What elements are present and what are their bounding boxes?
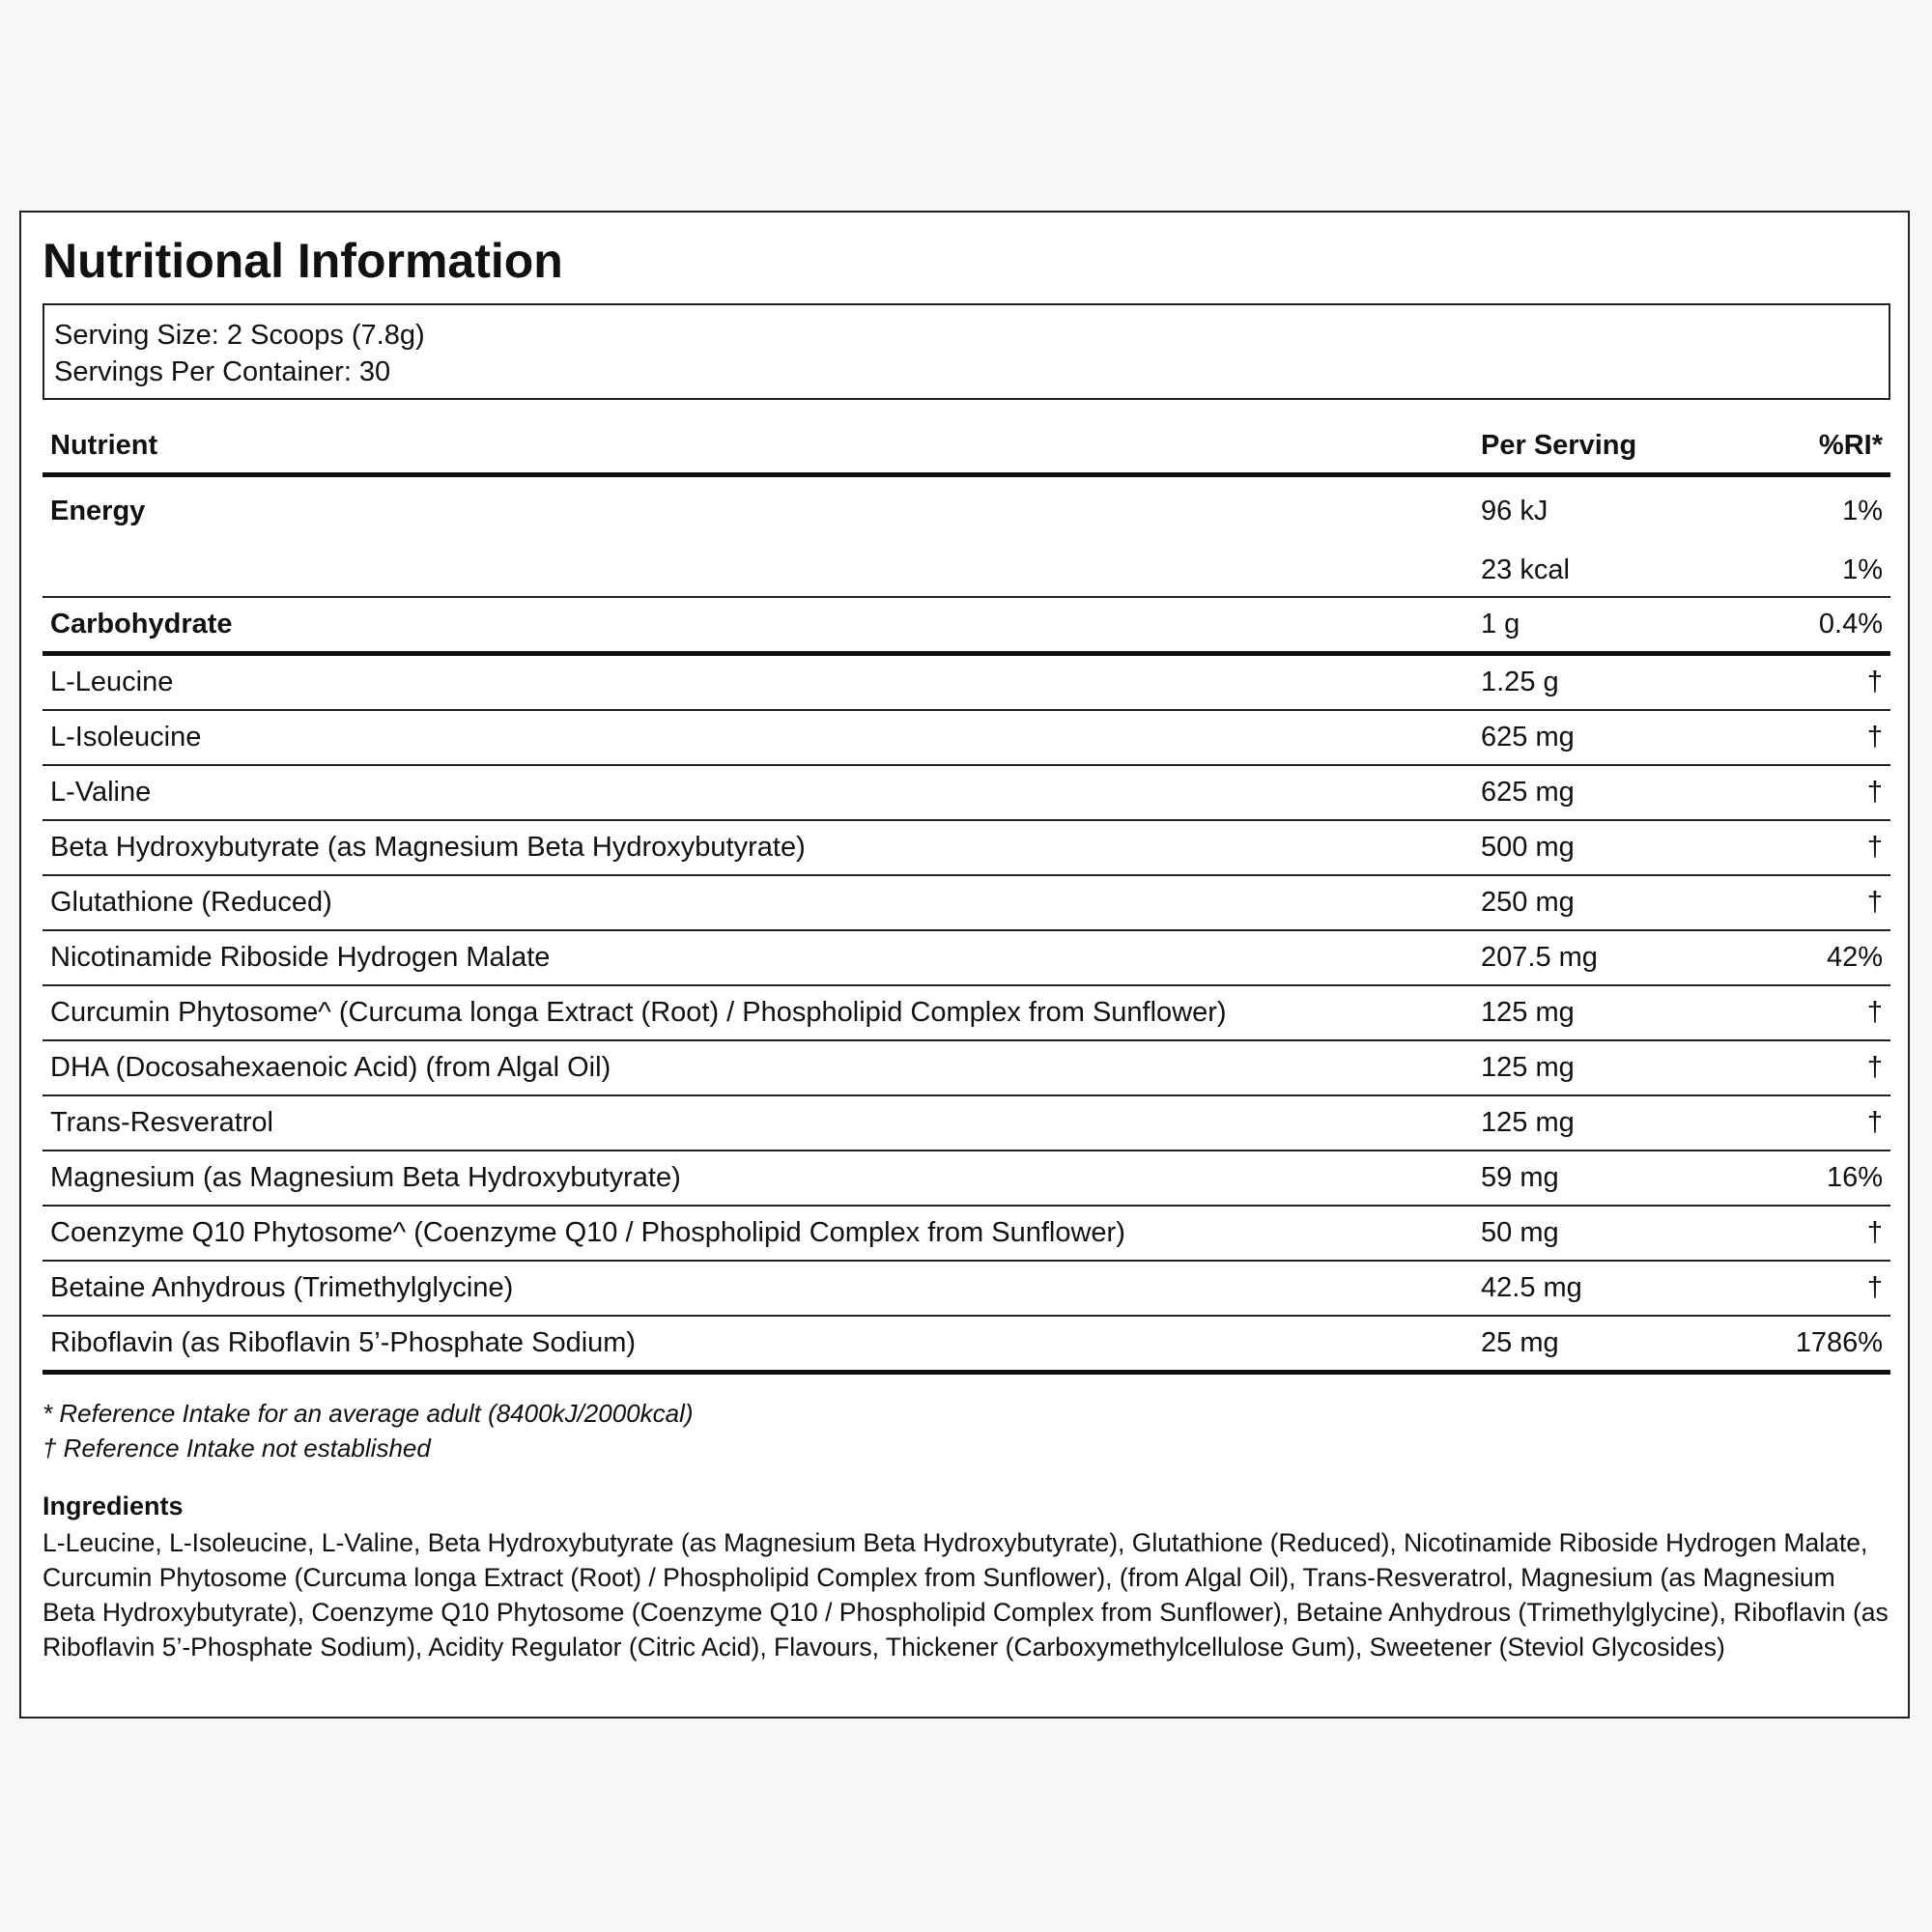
energy-label: Energy xyxy=(50,495,146,526)
nutrient-ri: 1786% xyxy=(1730,1316,1890,1373)
energy-row-kj xyxy=(43,475,1890,546)
header-nutrient: Nutrient xyxy=(43,419,1473,475)
header-ri: %RI* xyxy=(1730,419,1890,475)
footnote-reference-intake: * Reference Intake for an average adult (8400kJ/2000kcal) xyxy=(43,1399,694,1428)
nutrition-panel xyxy=(19,211,1910,1719)
nutrient-amount: 250 mg xyxy=(1473,875,1730,930)
nutrient-ri: † xyxy=(1730,1095,1890,1151)
nutrient-amount: 125 mg xyxy=(1473,1040,1730,1095)
energy-kcal-ri: 1% xyxy=(1730,545,1890,597)
nutrient-amount: 625 mg xyxy=(1473,710,1730,765)
footnote-not-established: † Reference Intake not established xyxy=(43,1434,431,1463)
table-row xyxy=(43,1316,1890,1373)
nutrient-amount: 125 mg xyxy=(1473,985,1730,1040)
table-row xyxy=(43,1095,1890,1151)
nutrient-name: Trans-Resveratrol xyxy=(43,1095,1473,1151)
energy-kcal: 23 kcal xyxy=(1473,545,1730,597)
energy-kj: 96 kJ xyxy=(1481,495,1548,526)
nutrient-name: L-Isoleucine xyxy=(43,710,1473,765)
nutrient-ri: † xyxy=(1730,654,1890,711)
nutrient-amount: 59 mg xyxy=(1473,1151,1730,1206)
nutrient-ri: † xyxy=(1730,875,1890,930)
table-row xyxy=(43,1261,1890,1316)
nutrient-name: Nicotinamide Riboside Hydrogen Malate xyxy=(43,930,1473,985)
nutrient-amount: 207.5 mg xyxy=(1473,930,1730,985)
nutrient-ri: † xyxy=(1730,765,1890,820)
nutrient-amount: 1.25 g xyxy=(1473,654,1730,711)
energy-kj-ri: 1% xyxy=(1842,495,1883,526)
nutrient-ri: 16% xyxy=(1730,1151,1890,1206)
nutrient-amount: 625 mg xyxy=(1473,765,1730,820)
serving-info-box xyxy=(43,303,1890,400)
nutrient-ri: † xyxy=(1730,710,1890,765)
energy-empty-cell xyxy=(43,545,1473,597)
energy-row-kcal xyxy=(43,545,1890,597)
nutrient-amount: 42.5 mg xyxy=(1473,1261,1730,1316)
nutrient-name: Beta Hydroxybutyrate (as Magnesium Beta Hydroxybutyrate) xyxy=(43,820,1473,875)
nutrient-amount: 125 mg xyxy=(1473,1095,1730,1151)
table-row xyxy=(43,985,1890,1040)
nutrient-ri: † xyxy=(1730,985,1890,1040)
nutrient-name: Magnesium (as Magnesium Beta Hydroxybutyrate) xyxy=(43,1151,1473,1206)
table-row xyxy=(43,820,1890,875)
nutrient-ri: † xyxy=(1730,1206,1890,1261)
nutrition-panel-content xyxy=(43,232,1890,1664)
nutrient-ri: † xyxy=(1730,820,1890,875)
nutrient-name: L-Valine xyxy=(43,765,1473,820)
footnotes xyxy=(43,1396,1890,1465)
nutrient-name: Riboflavin (as Riboflavin 5’-Phosphate Sodium) xyxy=(43,1316,1473,1373)
carbohydrate-row xyxy=(43,597,1890,654)
servings-per-container: Servings Per Container: 30 xyxy=(54,356,391,387)
table-row xyxy=(43,930,1890,985)
table-row xyxy=(43,1151,1890,1206)
table-row xyxy=(43,654,1890,711)
nutrient-amount: 25 mg xyxy=(1473,1316,1730,1373)
nutrient-name: DHA (Docosahexaenoic Acid) (from Algal Oil) xyxy=(43,1040,1473,1095)
table-row xyxy=(43,710,1890,765)
nutrient-name: Coenzyme Q10 Phytosome^ (Coenzyme Q10 / Phospholipid Complex from Sunflower) xyxy=(43,1206,1473,1261)
nutrient-name: Betaine Anhydrous (Trimethylglycine) xyxy=(43,1261,1473,1316)
ingredients-title: Ingredients xyxy=(43,1492,184,1520)
table-row xyxy=(43,765,1890,820)
nutrient-ri: † xyxy=(1730,1040,1890,1095)
table-row xyxy=(43,1040,1890,1095)
table-row xyxy=(43,875,1890,930)
nutrient-name: Glutathione (Reduced) xyxy=(43,875,1473,930)
nutrient-name: Curcumin Phytosome^ (Curcuma longa Extract (Root) / Phospholipid Complex from Sunflower) xyxy=(43,985,1473,1040)
header-per-serving: Per Serving xyxy=(1473,419,1730,475)
carbohydrate-label: Carbohydrate xyxy=(43,597,1473,654)
nutrient-table xyxy=(43,419,1890,1375)
page-title: Nutritional Information xyxy=(43,234,563,288)
carbohydrate-amount: 1 g xyxy=(1473,597,1730,654)
nutrient-ri: 42% xyxy=(1730,930,1890,985)
serving-size: Serving Size: 2 Scoops (7.8g) xyxy=(54,320,425,351)
nutrient-amount: 500 mg xyxy=(1473,820,1730,875)
nutrient-amount: 50 mg xyxy=(1473,1206,1730,1261)
table-row xyxy=(43,1206,1890,1261)
nutrient-ri: † xyxy=(1730,1261,1890,1316)
carbohydrate-ri: 0.4% xyxy=(1730,597,1890,654)
ingredients-text: L-Leucine, L-Isoleucine, L-Valine, Beta Hydroxybutyrate (as Magnesium Beta Hydroxybutyrate), Glutathione (Reduced), Nicotinamide Riboside Hydrogen Malate, Curcumin Phytosome (Curcuma longa Extract (Root) / Phospholipid Complex from Sunflower), (from Algal Oil), Trans-Resveratrol, Magnesium (as Magnesium Beta Hydroxybutyrate), Coenzyme Q10 Phytosome (Coenzyme Q10 / Phospholipid Complex from Sunflower), Betaine Anhydrous (Trimethylglycine), Riboflavin (as Riboflavin 5’-Phosphate Sodium), Acidity Regulator (Citric Acid), Flavours, Thickener (Carboxymethylcellulose Gum), Sweetener (Steviol Glycosides) xyxy=(43,1528,1889,1662)
table-header-row xyxy=(43,419,1890,475)
nutrient-name: L-Leucine xyxy=(43,654,1473,711)
